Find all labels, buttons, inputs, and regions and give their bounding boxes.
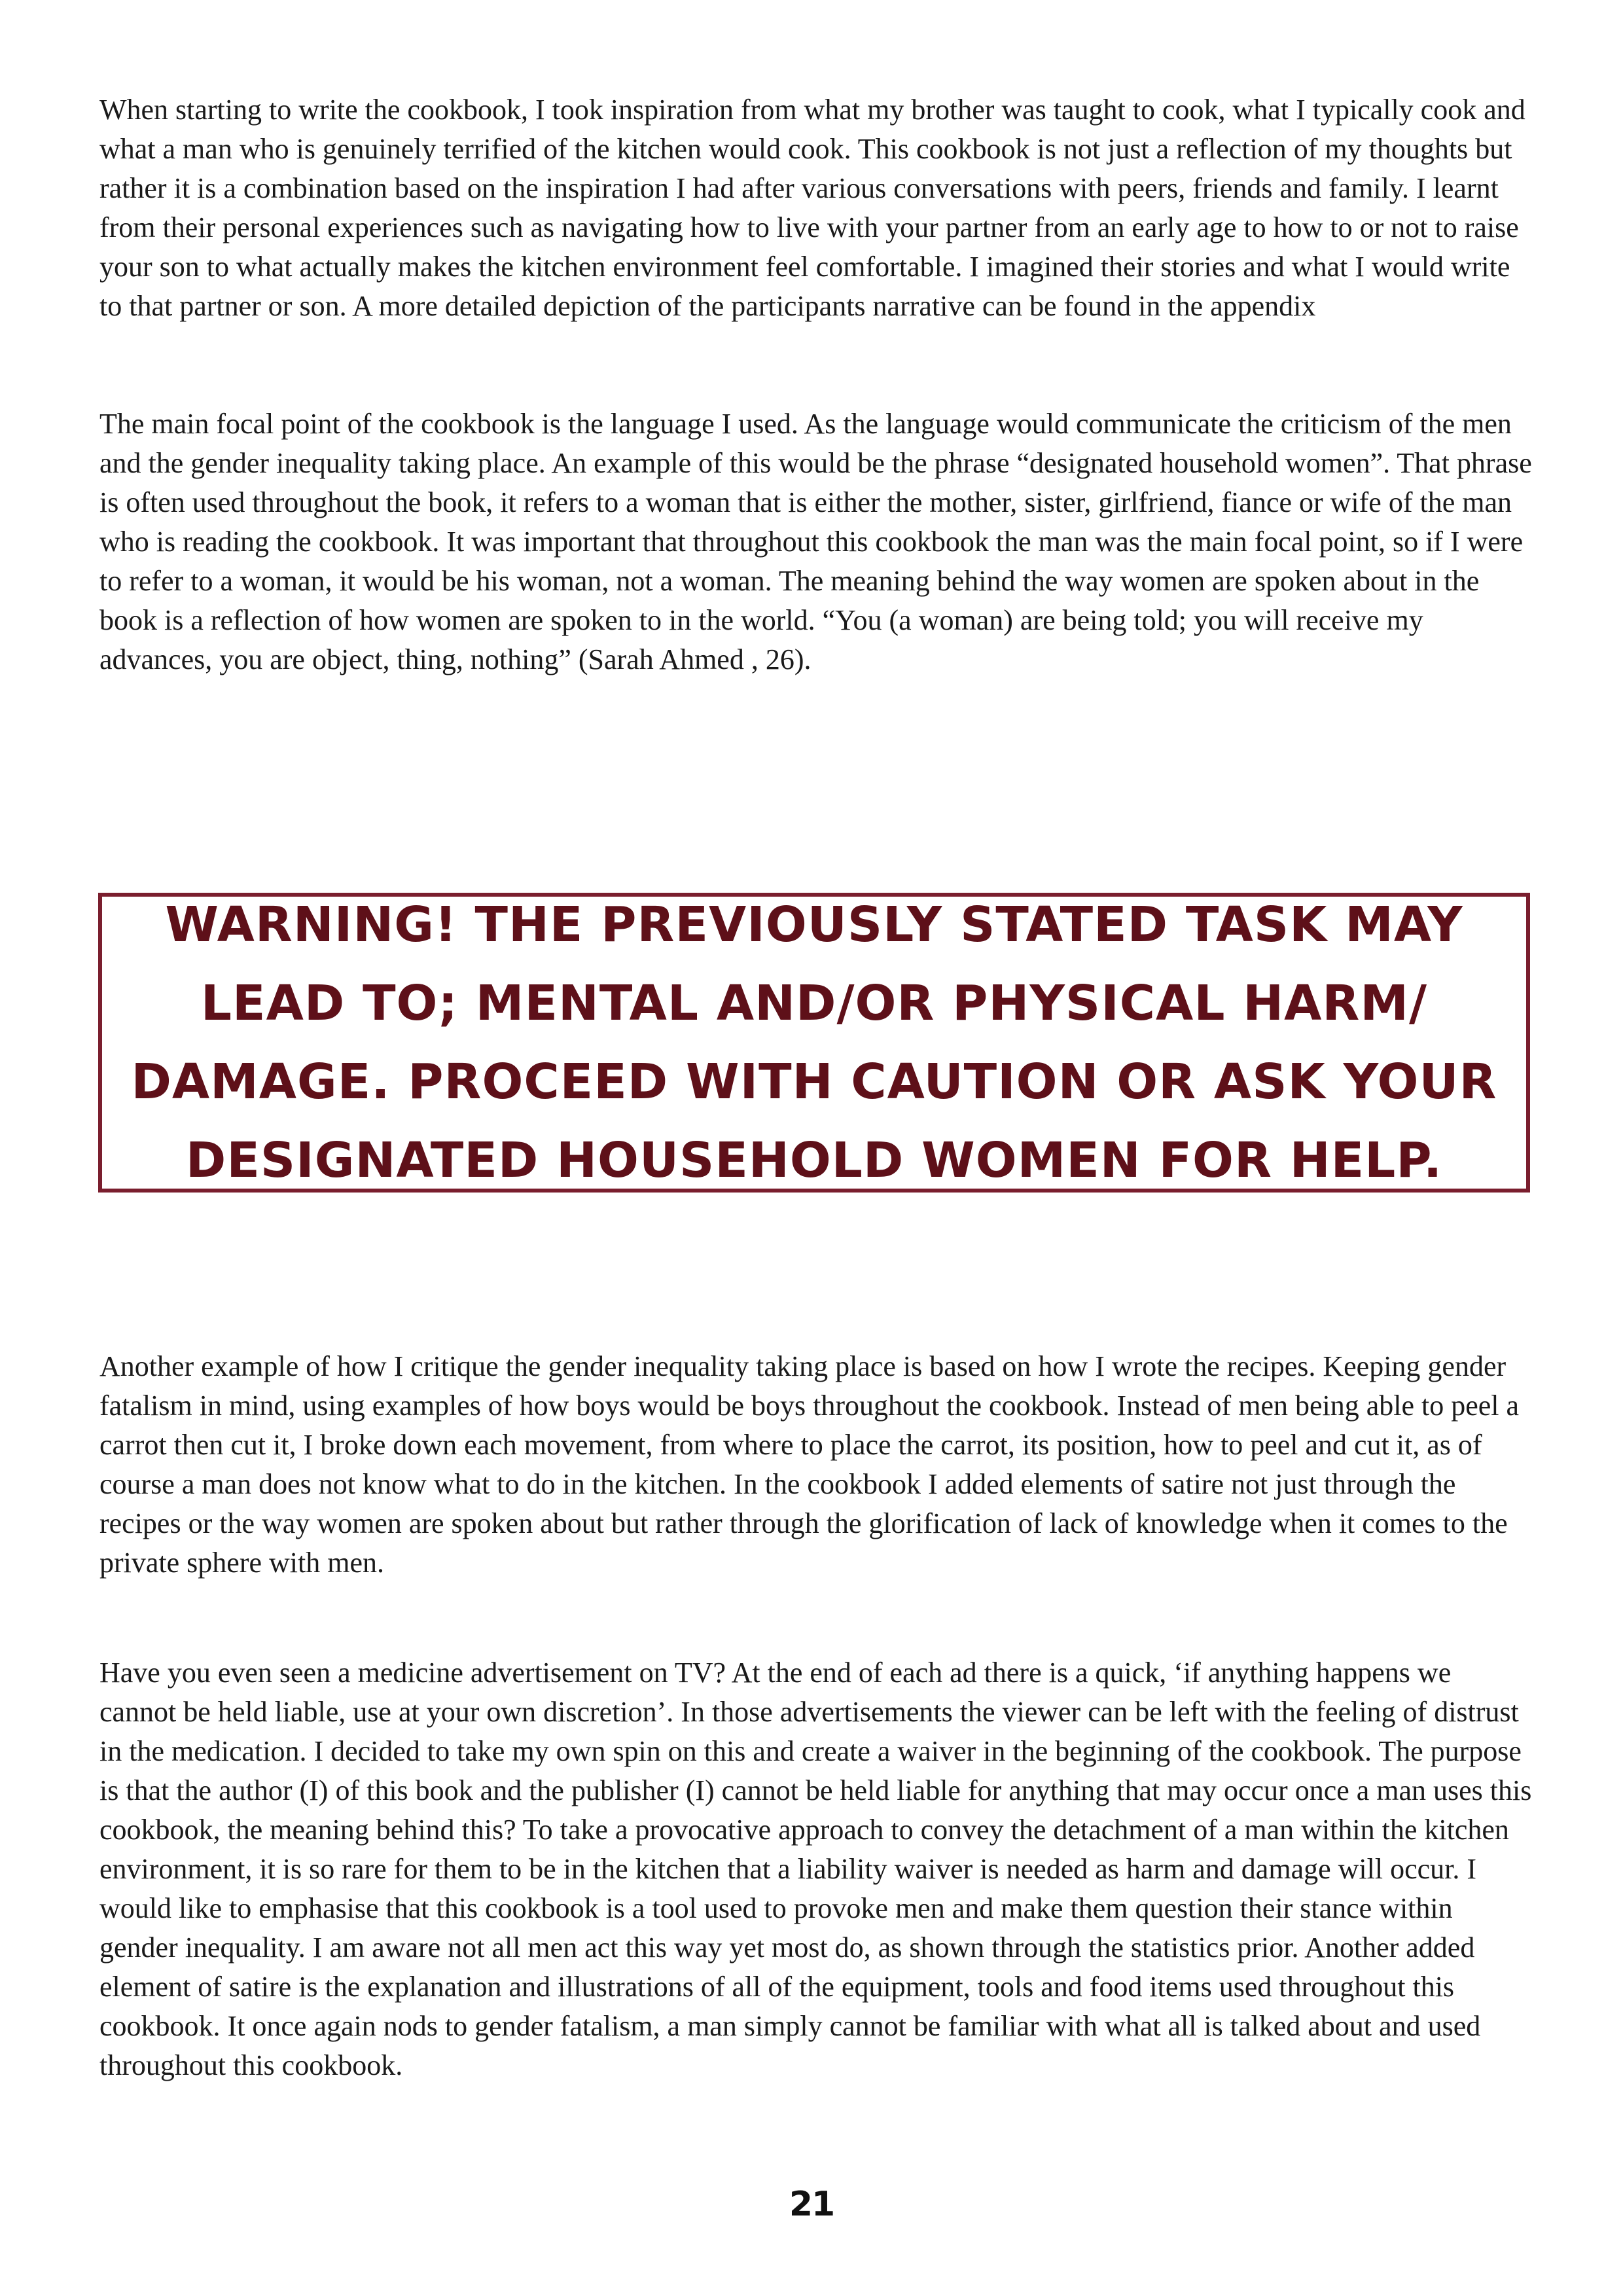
- body-paragraph-inspiration: When starting to write the cookbook, I took inspiration from what my brother was taught to cook, what I typically cook and what a man who is genuinely terrified of the kitchen would cook. This cookbook is not just a reflection of my thoughts but rather it is a combination based on the inspiration I had after various conversations with peers, friends and family. I learnt from their personal experiences such as navigating how to live with your partner from an early age to how to or not to raise your son to what actually makes the kitchen environment feel comfortable. I imagined their stories and what I would write to that partner or son. A more detailed depiction of the participants narrative can be found in the appendix: [99, 94, 1525, 322]
- body-paragraph-waiver: Have you even seen a medicine advertisement on TV? At the end of each ad there is a quick, ‘if anything happens we cannot be held liable, use at your own discretion’. In those advertisements the viewer can be left with the feeling of distrust in the medication. I decided to take my own spin on this and create a waiver in the beginning of the cookbook. The purpose is that the author (I) of this book and the publisher (I) cannot be held liable for anything that may occur once a man uses this cookbook, the meaning behind this? To take a provocative approach to convey the detachment of a man within the kitchen environment, it is so rare for them to be in the kitchen that a liability waiver is needed as harm and damage will occur. I would like to emphasise that this cookbook is a tool used to provoke men and make them question their stance within gender inequality. I am aware not all men act this way yet most do, as shown through the statistics prior. Another added element of satire is the explanation and illustrations of all of the equipment, tools and food items used throughout this cookbook. It once again nods to gender fatalism, a man simply cannot be familiar with what all is talked about and used throughout this cookbook.: [99, 1657, 1532, 2081]
- warning-text: WARNING! THE PREVIOUSLY STATED TASK MAY LEAD TO; MENTAL AND/OR PHYSICAL HARM/ DAMAGE. PROCEED WITH CAUTION OR ASK YOUR DESIGNATED HOUSEHOLD WOMEN FOR HELP.: [131, 897, 1497, 1189]
- body-paragraph-language: The main focal point of the cookbook is the language I used. As the language would communicate the criticism of the men and the gender inequality taking place. An example of this would be the phrase “designated household women”. That phrase is often used throughout the book, it refers to a woman that is either the mother, sister, girlfriend, fiance or wife of the man who is reading the cookbook. It was important that throughout this cookbook the man was the main focal point, so if I were to refer to a woman, it would be his woman, not a woman. The meaning behind the way women are spoken about in the book is a reflection of how women are spoken to in the world. “You (a woman) are being told; you will receive my advances, you are object, thing, nothing” (Sarah Ahmed , 26).: [99, 408, 1532, 675]
- page-number: 21: [789, 2185, 834, 2224]
- warning-box: [98, 893, 1530, 1193]
- body-paragraph-recipes: Another example of how I critique the gender inequality taking place is based on how I wrote the recipes. Keeping gender fatalism in mind, using examples of how boys would be boys throughout the cookbook. Instead of men being able to peel a carrot then cut it, I broke down each movement, from where to place the carrot, its position, how to peel and cut it, as of course a man does not know what to do in the kitchen. In the cookbook I added elements of satire not just through the recipes or the way women are spoken about but rather through the glorification of lack of knowledge when it comes to the private sphere with men.: [99, 1350, 1520, 1579]
